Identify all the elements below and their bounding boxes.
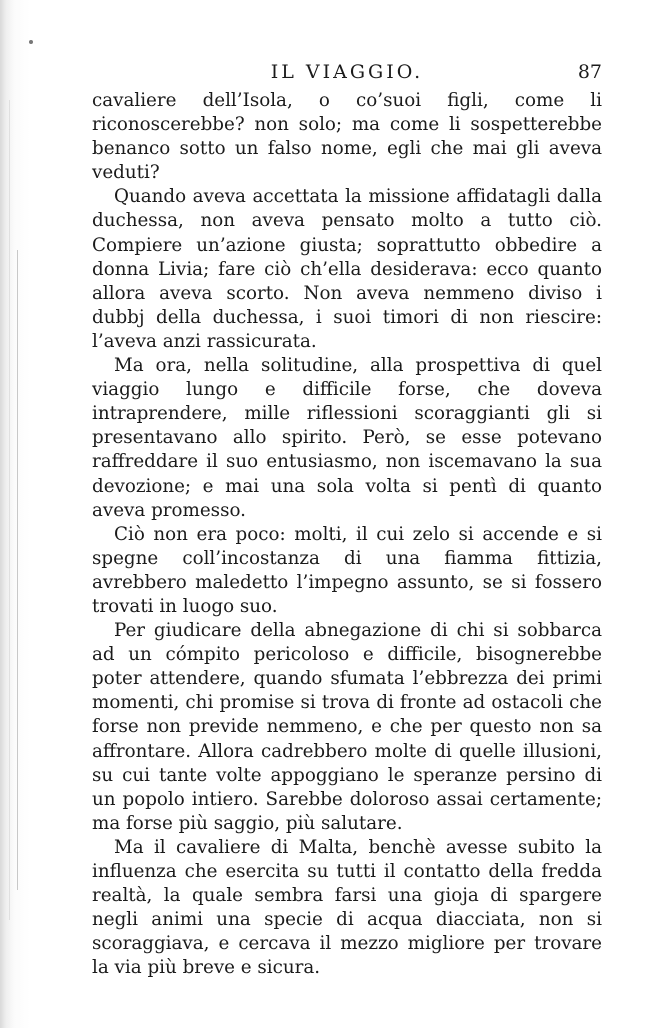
binding-crease-outer xyxy=(9,100,10,920)
page-header xyxy=(92,58,602,86)
page-number: 87 xyxy=(577,61,602,83)
paragraph: Quando aveva accettata la missione affidatagli dalla duchessa, non aveva pensato molto a tutto ciò. Compiere un’azione giusta; soprattutto obbedire a donna Livia; fare ciò ch’ella desiderava: ecco quanto allora aveva scorto. Non aveva nemmeno diviso i dubbj della duchessa, i suoi timori di non riescire: l’aveva anzi rassicurata. xyxy=(92,186,602,352)
paragraph: Ma ora, nella solitudine, alla prospettiva di quel viaggio lungo e difficile forse, che doveva intraprendere, mille riflessioni scoraggianti gli si presentavano allo spirito. Però, se esse potevano raffreddare il suo entusiasmo, non iscemavano la sua devozione; e mai una sola volta si pentì di quanto aveva promesso. xyxy=(92,355,602,521)
paragraph: Ciò non era poco: molti, il cui zelo si accende e si spegne coll’incostanza di una fiamma fittizia, avrebbero maledetto l’impegno assunto, se si fossero trovati in luogo suo. xyxy=(92,523,602,617)
binding-shadow xyxy=(0,0,40,1028)
body-text xyxy=(92,89,602,980)
paragraph-continued: cavaliere dell’Isola, o co’suoi figli, come li riconoscerebbe? non solo; ma come li sospetterebbe benanco sotto un falso nome, egli che mai gli aveva veduti? xyxy=(92,90,602,184)
paragraph: Ma il cavaliere di Malta, benchè avesse subito la influenza che esercita su tutti il contatto della fredda realtà, la quale sembra farsi una gioja di spargere negli animi una specie di acqua diacciata, non si scoraggiava, e cercava il mezzo migliore per trovare la via più breve e sicura. xyxy=(92,836,602,979)
running-title: IL VIAGGIO. xyxy=(270,61,424,83)
ink-speck xyxy=(29,40,33,44)
binding-crease xyxy=(17,250,18,890)
paragraph: Per giudicare della abnegazione di chi si sobbarca ad un cómpito pericoloso e difficile, bisognerebbe poter attendere, quando sfumata l’ebbrezza dei primi momenti, chi promise si trova di fronte ad ostacoli che forse non previde nemmeno, e che per questo non sa affrontare. Allora cadrebbero molte di quelle illusioni, su cui tante volte appoggiano le speranze persino di un popolo intiero. Sarebbe doloroso assai certamente; ma forse più saggio, più salutare. xyxy=(92,620,602,834)
